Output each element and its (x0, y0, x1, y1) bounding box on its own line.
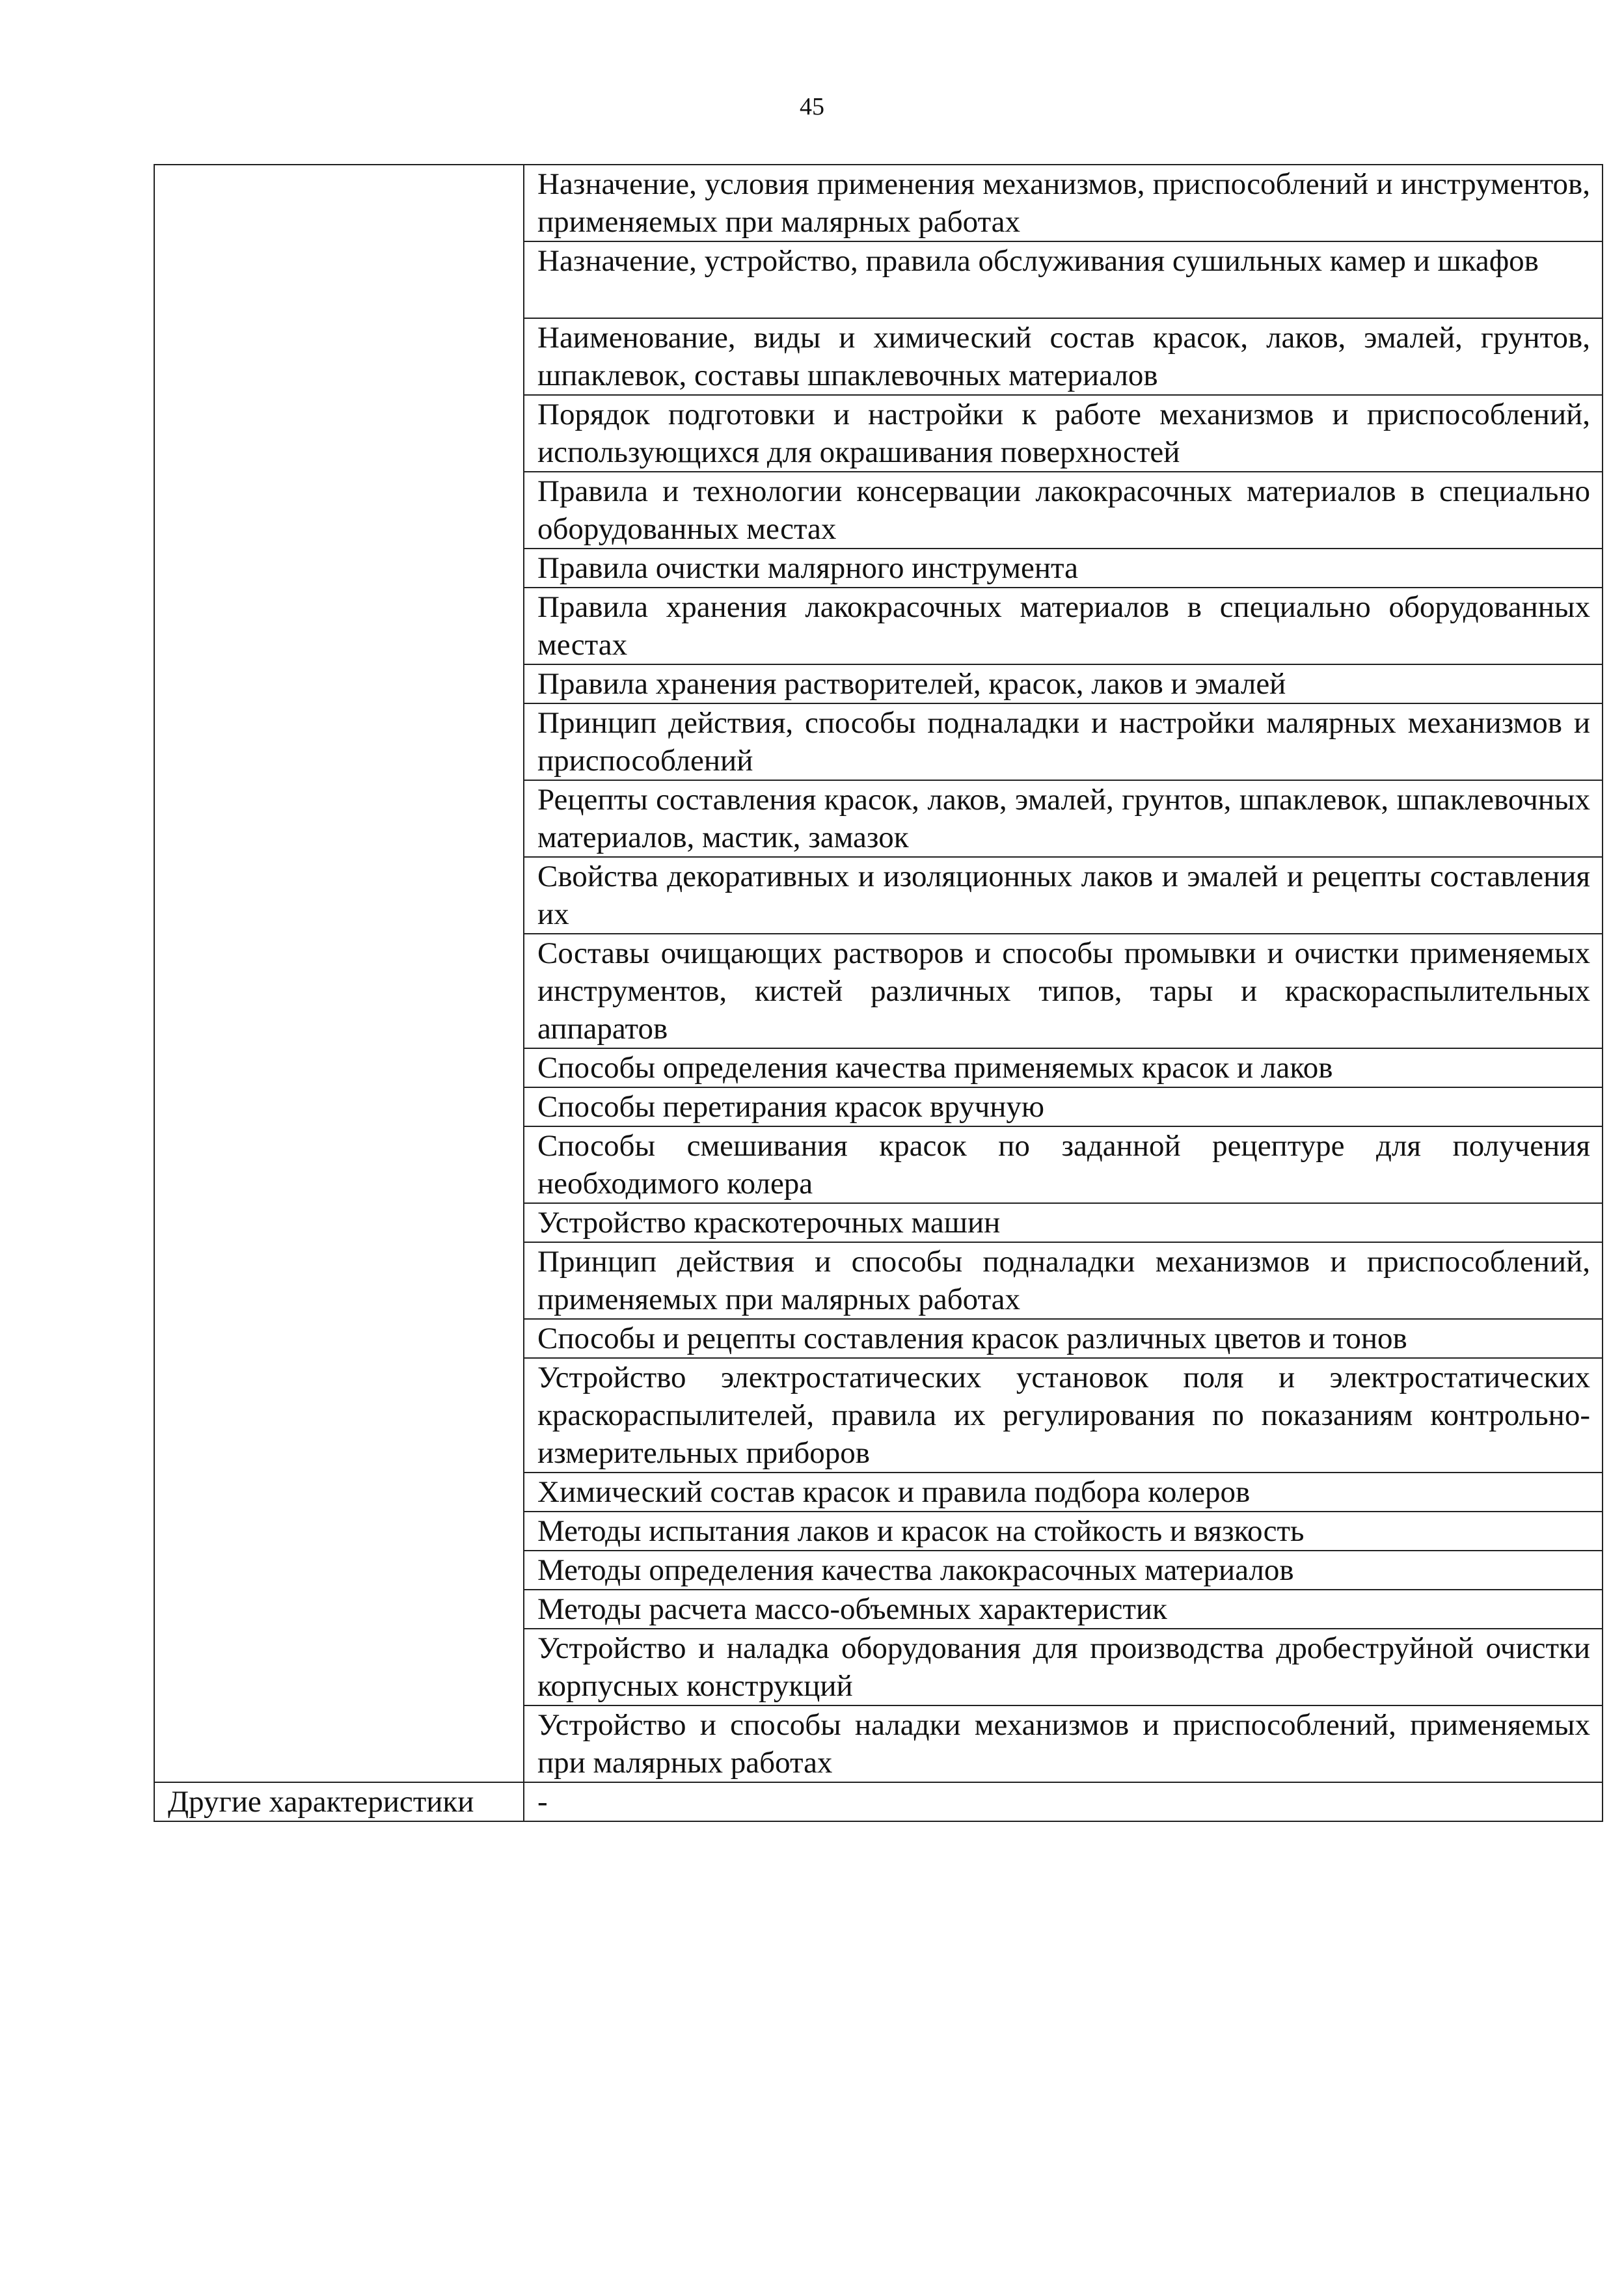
knowledge-item: Методы расчета массо-объемных характеристик (524, 1590, 1603, 1629)
knowledge-item: Правила хранения лакокрасочных материалов в специально оборудованных местах (524, 588, 1603, 664)
knowledge-item: Составы очищающих растворов и способы промывки и очистки применяемых инструментов, кистей различных типов, тары и краскораспылительных аппаратов (524, 934, 1603, 1048)
knowledge-item: Способы перетирания красок вручную (524, 1087, 1603, 1126)
knowledge-table (154, 164, 1603, 1822)
knowledge-item: Способы смешивания красок по заданной рецептуре для получения необходимого колера (524, 1126, 1603, 1203)
knowledge-item: Порядок подготовки и настройки к работе механизмов и приспособлений, использующихся для окрашивания поверхностей (524, 395, 1603, 472)
knowledge-item: Правила очистки малярного инструмента (524, 549, 1603, 588)
knowledge-item: Способы определения качества применяемых красок и лаков (524, 1048, 1603, 1087)
knowledge-item: Назначение, условия применения механизмов, приспособлений и инструментов, применяемых при малярных работах (524, 165, 1603, 241)
knowledge-item: Рецепты составления красок, лаков, эмалей, грунтов, шпаклевок, шпаклевочных материалов, мастик, замазок (524, 780, 1603, 857)
knowledge-item: Устройство и наладка оборудования для производства дробеструйной очистки корпусных конструкций (524, 1629, 1603, 1705)
other-characteristics-row (154, 1782, 1603, 1821)
knowledge-item: Принцип действия и способы подналадки механизмов и приспособлений, применяемых при малярных работах (524, 1242, 1603, 1319)
table-body (154, 165, 1603, 1821)
knowledge-item: Правила хранения растворителей, красок, лаков и эмалей (524, 664, 1603, 703)
knowledge-item: Наименование, виды и химический состав красок, лаков, эмалей, грунтов, шпаклевок, составы шпаклевочных материалов (524, 318, 1603, 395)
table-row (154, 165, 1603, 241)
knowledge-item: Устройство и способы наладки механизмов и приспособлений, применяемых при малярных работах (524, 1705, 1603, 1782)
knowledge-item: Устройство электростатических установок поля и электростатических краскораспылителей, правила их регулирования по показаниям контрольно-измерительных приборов (524, 1358, 1603, 1473)
knowledge-item: Правила и технологии консервации лакокрасочных материалов в специально оборудованных местах (524, 472, 1603, 549)
knowledge-item: Назначение, устройство, правила обслуживания сушильных камер и шкафов (524, 241, 1603, 318)
other-characteristics-label: Другие характеристики (154, 1782, 524, 1821)
knowledge-item: Свойства декоративных и изоляционных лаков и эмалей и рецепты составления их (524, 857, 1603, 934)
knowledge-item: Принцип действия, способы подналадки и настройки малярных механизмов и приспособлений (524, 703, 1603, 780)
page-number: 45 (800, 93, 824, 120)
knowledge-item: Химический состав красок и правила подбора колеров (524, 1473, 1603, 1512)
knowledge-item: Методы испытания лаков и красок на стойкость и вязкость (524, 1512, 1603, 1551)
empty-label-cell (154, 165, 524, 1782)
knowledge-item: Методы определения качества лакокрасочных материалов (524, 1551, 1603, 1590)
knowledge-item: Способы и рецепты составления красок различных цветов и тонов (524, 1319, 1603, 1358)
other-characteristics-value: - (524, 1782, 1603, 1821)
knowledge-item: Устройство краскотерочных машин (524, 1203, 1603, 1242)
